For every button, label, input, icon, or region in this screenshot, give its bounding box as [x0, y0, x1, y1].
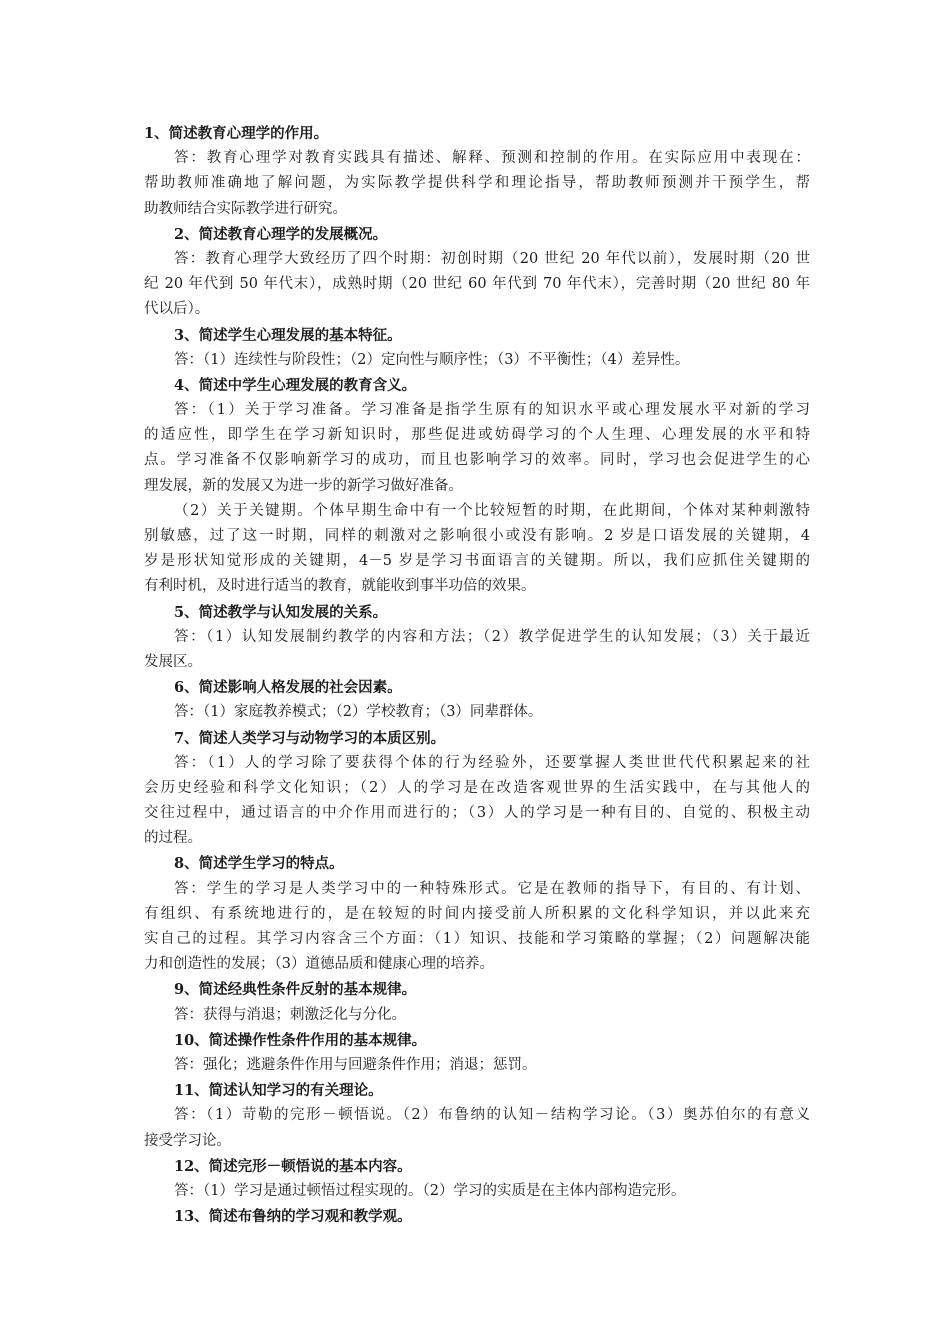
answer-line: 答：（1）学习是通过顿悟过程实现的。（2）学习的实质是在主体内部构造完形。: [174, 1182, 686, 1199]
question-heading: 1、简述教育心理学的作用。: [144, 125, 329, 142]
answer-line: 助教师结合实际教学进行研究。: [144, 200, 347, 217]
answer-line: 代以后）。: [144, 301, 210, 318]
answer-line: 纪 20 年代到 50 年代末），成熟时期（20 世纪 60 年代到 70 年代末），完善时期（20 世纪 80 年: [144, 276, 810, 293]
answer-line: 实自己的过程。其学习内容含三个方面：（1）知识、技能和学习策略的掌握；（2）问题解决能: [144, 931, 810, 947]
answer-line: 帮助教师准确地了解问题，为实际教学提供科学和理论指导，帮助教师预测并干预学生，帮: [144, 175, 810, 192]
answer-line: 力和创造性的发展；（3）道德品质和健康心理的培养。: [144, 956, 494, 973]
question-heading: 9、简述经典性条件反射的基本规律。: [174, 981, 417, 999]
answer-line: 交往过程中，通过语言的中介作用而进行的；（3）人的学习是一种有目的、自觉的、积极主动: [144, 805, 810, 822]
answer-line: 理发展，新的发展又为进一步的新学习做好准备。: [144, 477, 463, 494]
answer-line: 会历史经验和科学文化知识；（2）人的学习是在改造客观世界的生活实践中，在与其他人的: [144, 779, 810, 796]
answer-line: 有组织、有系统地进行的，是在较短的时间内接受前人所积累的文化科学知识，并以此来充: [144, 905, 810, 922]
answer-line: 答：（1）认知发展制约教学的内容和方法；（2）教学促进学生的认知发展；（3）关于最近: [174, 628, 810, 645]
answer-line: 岁是形状知觉形成的关键期，4－5 岁是学习书面语言的关键期。所以，我们应抓住关键期的: [144, 553, 810, 570]
question-heading: 11、简述认知学习的有关理论。: [174, 1082, 383, 1100]
question-heading: 10、简述操作性条件作用的基本规律。: [174, 1031, 427, 1049]
answer-line: 答：教育心理学大致经历了四个时期：初创时期（20 世纪 20 年代以前），发展时期（20 世: [174, 250, 810, 267]
answer-line: 答：（1）人的学习除了要获得个体的行为经验外，还要掌握人类世世代代积累起来的社: [174, 754, 810, 771]
question-heading: 13、简述布鲁纳的学习观和教学观。: [174, 1208, 412, 1226]
answer-line: 的适应性，即学生在学习新知识时，那些促进或妨碍学习的个人生理、心理发展的水平和特: [144, 427, 810, 444]
answer-line: 答：教育心理学对教育实践具有描述、解释、预测和控制的作用。在实际应用中表现在：: [174, 150, 810, 167]
answer-line: 答：获得与消退；刺激泛化与分化。: [174, 1006, 406, 1023]
question-heading: 3、简述学生心理发展的基本特征。: [174, 326, 402, 344]
answer-line: 别敏感，过了这一时期，同样的刺激对之影响很小或没有影响。2 岁是口语发展的关键期，4: [144, 528, 810, 544]
answer-line: 的过程。: [144, 830, 202, 847]
question-heading: 4、简述中学生心理发展的教育含义。: [174, 376, 417, 394]
question-heading: 8、简述学生学习的特点。: [174, 855, 344, 873]
question-heading: 2、简述教育心理学的发展概况。: [174, 225, 388, 243]
document-page: [144, 121, 810, 1229]
question-heading: 12、简述完形－顿悟说的基本内容。: [174, 1157, 412, 1175]
answer-line: 答：（1）苛勒的完形－顿悟说。（2）布鲁纳的认知－结构学习论。（3）奥苏伯尔的有意义: [174, 1107, 810, 1124]
question-heading: 5、简述教学与认知发展的关系。: [174, 603, 388, 621]
answer-line: 发展区。: [144, 653, 202, 670]
answer-line: 答：学生的学习是人类学习中的一种特殊形式。它是在教师的指导下，有目的、有计划、: [174, 880, 810, 897]
answer-line: 答：（1）连续性与阶段性；（2）定向性与顺序性；（3）不平衡性；（4）差异性。: [174, 351, 690, 368]
question-heading: 6、简述影响人格发展的社会因素。: [174, 679, 402, 697]
answer-line: 点。学习准备不仅影响新学习的成功，而且也影响学习的效率。同时，学习也会促进学生的心: [144, 452, 810, 469]
answer-line: 答：（1）关于学习准备。学习准备是指学生原有的知识水平或心理发展水平对新的学习: [174, 402, 810, 419]
answer-line: 答：（1）家庭教养模式；（2）学校教育；（3）同辈群体。: [174, 704, 543, 721]
answer-line: 答：强化；逃避条件作用与回避条件作用；消退；惩罚。: [174, 1056, 537, 1073]
answer-line: （2）关于关键期。个体早期生命中有一个比较短暂的时期，在此期间，个体对某种刺激特: [174, 502, 810, 519]
answer-line: 接受学习论。: [144, 1132, 231, 1149]
question-heading: 7、简述人类学习与动物学习的本质区别。: [174, 729, 446, 747]
answer-line: 有利时机，及时进行适当的教育，就能收到事半功倍的效果。: [144, 578, 536, 595]
